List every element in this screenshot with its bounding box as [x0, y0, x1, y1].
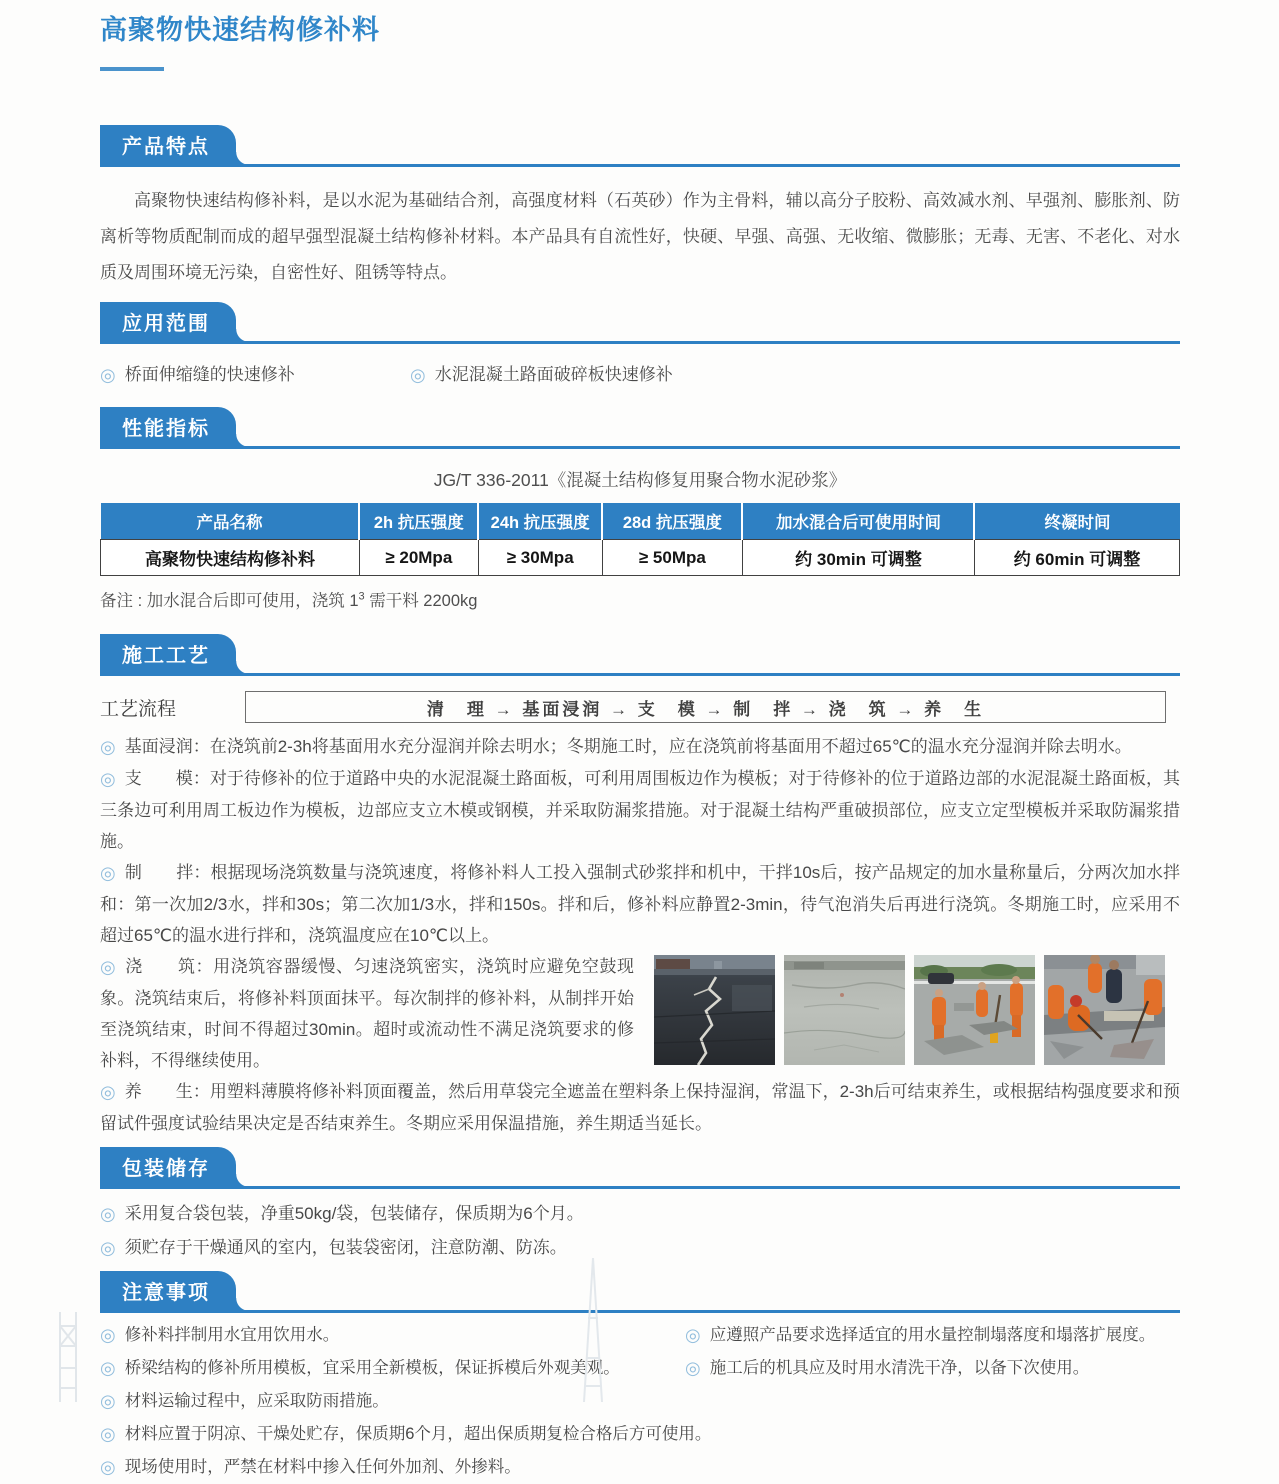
section-header-features: [100, 125, 1180, 167]
remark-superscript: 3: [358, 590, 365, 603]
notes-columns: [100, 1319, 1180, 1484]
circle-bullet-icon: ◎: [100, 365, 116, 385]
circle-bullet-icon: ◎: [100, 1391, 116, 1411]
photo-road-repair-crew: [914, 955, 1035, 1065]
features-paragraph: 高聚物快速结构修补料，是以水泥为基础结合剂，高强度材料（石英砂）作为主骨料，辅以高分子胶粉、高效减水剂、早强剂、膨胀剂、防离析等物质配制而成的超早强型混凝土结构修补材料。本产品具有自流性好，快硬、早强、高强、无收缩、微膨胀；无毒、无害、不老化、对水质及周围环境无污染，自密性好、阻锈等特点。: [100, 191, 1180, 282]
process-flow-label: 工艺流程: [100, 698, 177, 720]
note-item-text: 应遵照产品要求选择适宜的用水量控制塌落度和塌落扩展度。: [709, 1326, 1156, 1344]
section-header-notes: [100, 1271, 1180, 1313]
table-header-cell: 终凝时间: [974, 503, 1179, 540]
application-items: [100, 360, 1180, 386]
circle-bullet-icon: ◎: [685, 1358, 701, 1378]
table-cell: 约 30min 可调整: [742, 540, 974, 576]
section-tab-storage: 包装储存: [100, 1147, 236, 1187]
table-cell: ≥ 50Mpa: [602, 540, 742, 576]
note-item-text: 材料运输过程中，应采取防雨措施。: [124, 1392, 389, 1410]
section-header-storage: [100, 1147, 1180, 1189]
note-item-text: 现场使用时，严禁在材料中掺入任何外加剂、外掺料。: [124, 1458, 521, 1476]
photo-cracked-concrete-slab: [784, 955, 905, 1065]
circle-bullet-icon: ◎: [410, 365, 426, 385]
process-step: [100, 857, 1180, 951]
circle-bullet-icon: ◎: [100, 863, 116, 883]
standard-reference: JG/T 336-2011《混凝土结构修复用聚合物水泥砂浆》: [433, 470, 847, 490]
process-step-text: 浇 筑：用浇筑容器缓慢、匀速浇筑密实，浇筑时应避免空鼓现象。浇筑结束后，将修补料顶面抹平。每次制拌的修补料，从制拌开始至浇筑结束，时间不得超过30min。超时或流动性不满足浇筑要求的修补料，不得继续使用。: [100, 957, 634, 1070]
table-row: [101, 540, 1180, 576]
table-header-cell: 24h 抗压强度: [478, 503, 602, 540]
performance-table: [100, 503, 1180, 576]
application-item: [410, 360, 673, 386]
process-step-text: 支 模：对于待修补的位于道路中央的水泥混凝土路面板，可利用周围板边作为模板；对于待修补的位于道路边部的水泥混凝土路面板，其三条边可利用周工板边作为模板，边部应支立木模或钢模，并采取防漏浆措施。对于混凝土结构严重破损部位，应支立定型模板并采取防漏浆措施。: [100, 769, 1180, 851]
storage-items: [100, 1197, 1180, 1265]
storage-item-text: 采用复合袋包装，净重50kg/袋，包装储存，保质期为6个月。: [124, 1204, 584, 1223]
note-item: [100, 1385, 685, 1418]
table-cell: 约 60min 可调整: [974, 540, 1179, 576]
section-tab-process: 施工工艺: [100, 634, 236, 674]
process-steps: [100, 731, 1180, 1139]
application-item-label: 桥面伸缩缝的快速修补: [124, 365, 295, 384]
watermark-tower-sketch: [52, 1312, 86, 1402]
page-title: 高聚物快速结构修补料: [100, 15, 380, 45]
section-header-application: [100, 302, 1180, 344]
table-header-cell: 2h 抗压强度: [359, 503, 478, 540]
table-header-row: [101, 503, 1180, 540]
photo-cracked-dark-pavement: [654, 955, 775, 1065]
title-underline: [100, 67, 164, 71]
section-tab-notes: 注意事项: [100, 1271, 236, 1311]
process-flow-row: [100, 691, 1180, 723]
circle-bullet-icon: ◎: [100, 1082, 116, 1102]
circle-bullet-icon: ◎: [100, 1358, 116, 1378]
remark-text: 需干料 2200kg: [364, 592, 478, 610]
table-cell: 高聚物快速结构修补料: [101, 540, 360, 576]
circle-bullet-icon: ◎: [100, 1238, 116, 1258]
section-header-process: [100, 634, 1180, 676]
process-step: [100, 731, 1180, 763]
note-item-text: 修补料拌制用水宜用饮用水。: [124, 1326, 340, 1344]
note-item-text: 材料应置于阴凉、干燥处贮存，保质期6个月，超出保质期复检合格后方可使用。: [124, 1425, 712, 1443]
note-item: [100, 1352, 685, 1385]
note-item: [100, 1418, 712, 1451]
circle-bullet-icon: ◎: [100, 769, 116, 789]
circle-bullet-icon: ◎: [100, 1204, 116, 1224]
circle-bullet-icon: ◎: [685, 1325, 701, 1345]
table-remark: [100, 587, 1180, 611]
section-header-performance: [100, 407, 1180, 449]
table-cell: ≥ 20Mpa: [359, 540, 478, 576]
note-item: [100, 1451, 685, 1484]
circle-bullet-icon: ◎: [100, 1457, 116, 1477]
note-item: [685, 1352, 1180, 1385]
table-header-cell: 加水混合后可使用时间: [742, 503, 974, 540]
note-item-text: 桥梁结构的修补所用模板，宜采用全新模板，保证拆模后外观美观。: [124, 1359, 620, 1377]
note-item: [100, 1319, 685, 1352]
storage-item: [100, 1231, 1180, 1265]
application-item-label: 水泥混凝土路面破碎板快速修补: [434, 365, 673, 384]
table-header-cell: 产品名称: [101, 503, 360, 540]
note-item-text: 施工后的机具应及时用水清洗干净，以备下次使用。: [709, 1359, 1090, 1377]
notes-left-column: [100, 1319, 712, 1484]
storage-item: [100, 1197, 1180, 1231]
notes-right-column: [685, 1319, 1180, 1484]
circle-bullet-icon: ◎: [100, 737, 116, 757]
section-tab-performance: 性能指标: [100, 407, 236, 447]
note-item: [685, 1319, 1180, 1352]
photo-pavement-patch-work: [1044, 955, 1165, 1065]
section-tab-features: 产品特点: [100, 125, 236, 165]
application-item: [100, 360, 410, 386]
process-step-text: 养 生：用塑料薄膜将修补料顶面覆盖，然后用草袋完全遮盖在塑料条上保持湿润，常温下，2-3h后可结束养生，或根据结构强度要求和预留试件强度试验结果决定是否结束养生。冬期应采用保温措施，养生期适当延长。: [100, 1082, 1180, 1133]
circle-bullet-icon: ◎: [100, 1424, 116, 1444]
process-flow-box: 清 理 → 基面浸润 → 支 模 → 制 拌 → 浇 筑 → 养 生: [245, 691, 1166, 723]
process-step-text: 制 拌：根据现场浇筑数量与浇筑速度，将修补料人工投入强制式砂浆拌和机中，干拌10s后，按产品规定的加水量称量后，分两次加水拌和：第一次加2/3水，拌和30s；第二次加1/3水，拌和150s。拌和后，修补料应静置2-3min，待气泡消失后再进行浇筑。冬期施工时，应采用不超过65℃的温水进行拌和，浇筑温度应在10℃以上。: [100, 863, 1180, 945]
construction-photos: [654, 955, 1166, 1065]
section-tab-application: 应用范围: [100, 302, 236, 342]
circle-bullet-icon: ◎: [100, 957, 117, 977]
circle-bullet-icon: ◎: [100, 1325, 116, 1345]
process-step: [100, 1076, 1180, 1139]
storage-item-text: 须贮存于干燥通风的室内，包装袋密闭，注意防潮、防冻。: [124, 1238, 567, 1257]
table-cell: ≥ 30Mpa: [478, 540, 602, 576]
table-header-cell: 28d 抗压强度: [602, 503, 742, 540]
process-step-text: 基面浸润：在浇筑前2-3h将基面用水充分湿润并除去明水；冬期施工时，应在浇筑前将基面用不超过65℃的温水充分湿润并除去明水。: [124, 737, 1132, 756]
remark-text: 备注 : 加水混合后即可使用，浇筑 1: [100, 592, 359, 610]
process-step: [100, 763, 1180, 857]
